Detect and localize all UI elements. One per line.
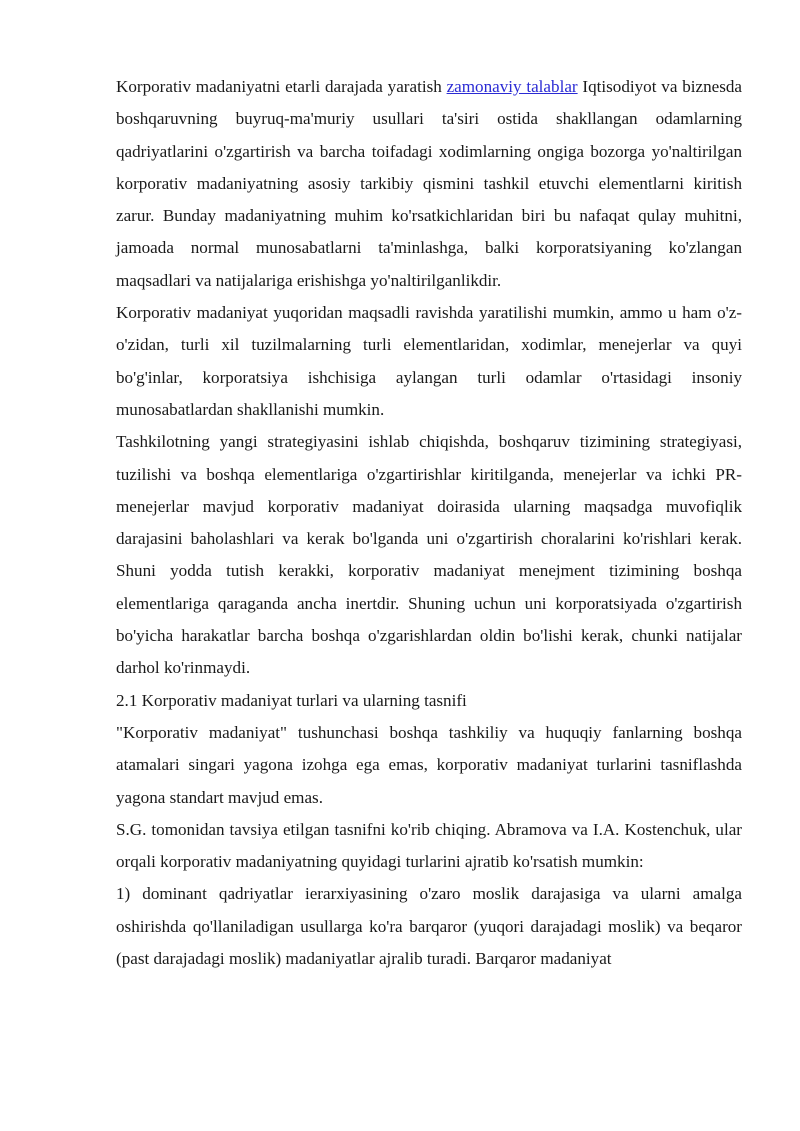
paragraph-2: Korporativ madaniyat yuqoridan maqsadli ravishda yaratilishi mumkin, ammo u ham o'z-o'zidan, turli xil tuzilmalarning turli elementlaridan, xodimlar, menejerlar va quyi bo'g'inlar, korporatsiya ishchisiga aylangan turli odamlar o'rtasidagi insoniy munosabatlardan shakllanishi mumkin. bbox=[116, 303, 742, 419]
paragraph-4: "Korporativ madaniyat" tushunchasi boshqa tashkiliy va huquqiy fanlarning boshqa atamalari singari yagona izohga ega emas, korporativ madaniyat turlarini tasniflashda yagona standart mavjud emas. bbox=[116, 722, 742, 807]
paragraph-5: S.G. tomonidan tavsiya etilgan tasnifni ko'rib chiqing. Abramova va I.A. Kostenchuk, ular orqali korporativ madaniyatning quyidagi turlarini ajratib ko'rsatish mumkin: bbox=[116, 819, 742, 872]
paragraph-6: 1) dominant qadriyatlar ierarxiyasining o'zaro moslik darajasiga va ularni amalga oshirishda qo'llaniladigan usullarga ko'ra barqaror (yuqori darajadagi moslik) va beqaror (past darajadagi moslik) madaniyatlar ajralib turadi. Barqaror madaniyat bbox=[116, 884, 742, 969]
paragraph-1-text-end: Iqtisodiyot va biznesda boshqaruvning buyruq-ma'muriy usullari ta'siri ostida shakllangan odamlarning qadriyatlarini o'zgartirish va barcha toifadagi xodimlarning ongiga bozorga yo'naltirilgan korporativ madaniyatning asosiy tarkibiy qismini tashkil etuvchi elementlarni kiritish zarur. Bunday madaniyatning muhim ko'rsatkichlaridan biri bu nafaqat qulay muhitni, jamoada normal munosabatlarni ta'minlashga, balki korporatsiyaning ko'zlangan maqsadlari va natijalariga erishishga yo'naltirilganlikdir. bbox=[116, 77, 742, 290]
section-heading: 2.1 Korporativ madaniyat turlari va ularning tasnifi bbox=[116, 690, 467, 710]
zamonaviy-talablar-link[interactable]: zamonaviy talablar bbox=[446, 77, 578, 96]
document-body bbox=[116, 71, 742, 975]
paragraph-1 bbox=[116, 71, 742, 297]
paragraph-3: Tashkilotning yangi strategiyasini ishlab chiqishda, boshqaruv tizimining strategiyasi, tuzilishi va boshqa elementlariga o'zgartirishlar kiritilganda, menejerlar va ichki PR-menejerlar mavjud korporativ madaniyat doirasida ularning maqsadga muvofiqlik darajasini baholashlari va kerak bo'lganda uni o'zgartirish choralarini ko'rishlari kerak. Shuni yodda tutish kerakki, korporativ madaniyat menejment tizimining boshqa elementlariga qaraganda ancha inertdir. Shuning uchun uni korporatsiyada o'zgartirish bo'yicha harakatlar barcha boshqa o'zgarishlardan oldin bo'lishi kerak, chunki natijalar darhol ko'rinmaydi. bbox=[116, 432, 742, 678]
paragraph-1-text-start: Korporativ madaniyatni etarli darajada yaratish bbox=[116, 77, 447, 96]
